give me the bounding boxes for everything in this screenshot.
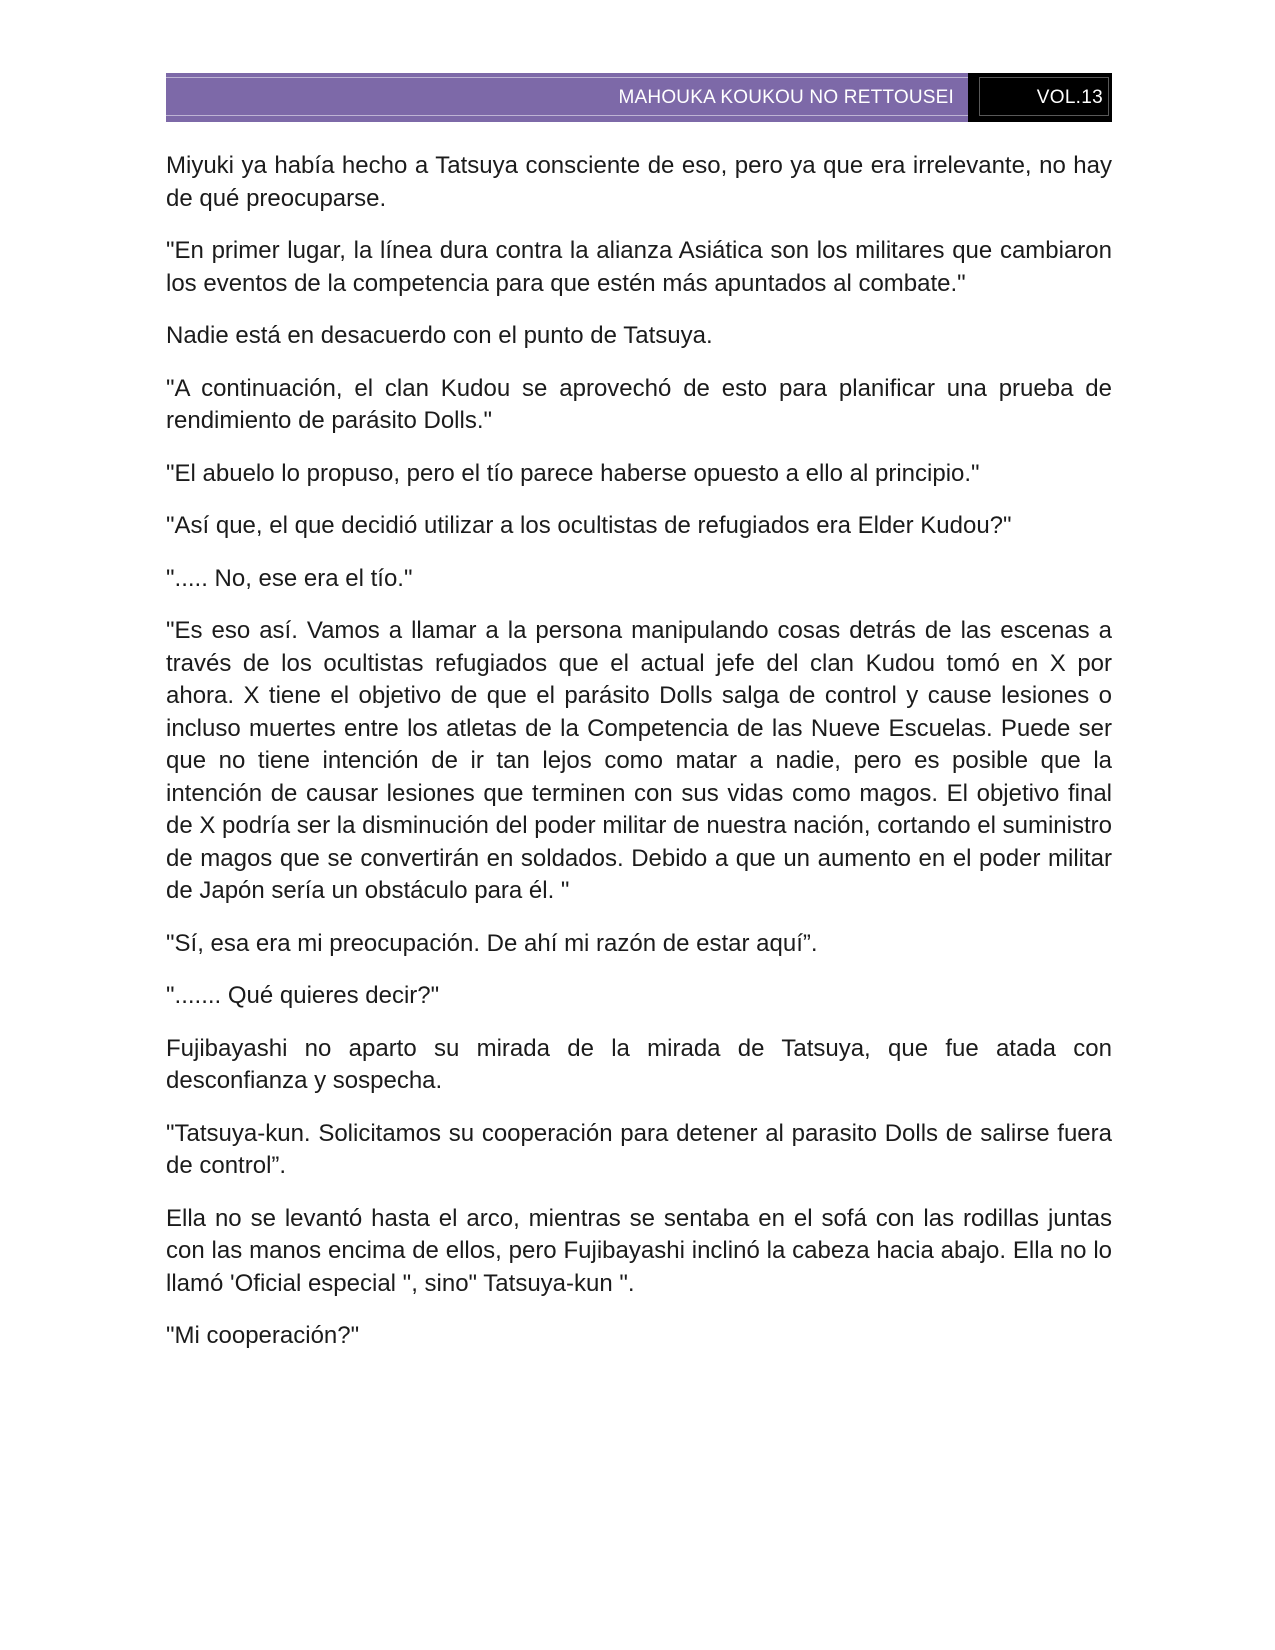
chapter-header-bar — [166, 73, 1112, 122]
document-body — [166, 122, 1112, 1353]
paragraph: Fujibayashi no aparto su mirada de la mirada de Tatsuya, que fue atada con desconfianza y sospecha. — [166, 1034, 1112, 1094]
paragraph: "Es eso así. Vamos a llamar a la persona manipulando cosas detrás de las escenas a través de los ocultistas refugiados que el actual jefe del clan Kudou tomó en X por ahora. X tiene el objetivo de que el parásito Dolls salga de control y cause lesiones o incluso muertes entre los atletas de la Competencia de las Nueve Escuelas. Puede ser que no tiene intención de ir tan lejos como matar a nadie, pero es posible que la intención de causar lesiones que terminen con sus vidas como magos. El objetivo final de X podría ser la disminución del poder militar de nuestra nación, cortando el suministro de magos que se convertirán en soldados. Debido a que un aumento en el poder militar de Japón sería un obstáculo para él. " — [166, 617, 1112, 904]
paragraph: Nadie está en desacuerdo con el punto de Tatsuya. — [166, 322, 713, 349]
paragraph: Ella no se levantó hasta el arco, mientras se sentaba en el sofá con las rodillas juntas con las manos encima de ellos, pero Fujibayashi inclinó la cabeza hacia abajo. Ella no lo llamó 'Oficial especial ", sino" Tatsuya-kun ". — [166, 1204, 1112, 1297]
paragraph: "A continuación, el clan Kudou se aprovechó de esto para planificar una prueba de rendimiento de parásito Dolls." — [166, 374, 1112, 434]
paragraph: "En primer lugar, la línea dura contra la alianza Asiática son los militares que cambiaron los eventos de la competencia para que estén más apuntados al combate." — [166, 237, 1112, 297]
paragraph: "Sí, esa era mi preocupación. De ahí mi razón de estar aquí”. — [166, 929, 818, 957]
paragraph: "....... Qué quieres decir?" — [166, 982, 440, 1009]
paragraph: "Así que, el que decidió utilizar a los ocultistas de refugiados era Elder Kudou?" — [166, 512, 1012, 539]
paragraph: "Tatsuya-kun. Solicitamos su cooperación para detener al parasito Dolls de salirse fuera de control”. — [166, 1119, 1112, 1179]
series-title: MAHOUKA KOUKOU NO RETTOUSEI — [618, 86, 954, 108]
volume-number: VOL.13 — [1036, 86, 1103, 108]
paragraph: "Mi cooperación?" — [166, 1322, 360, 1349]
paragraph: "El abuelo lo propuso, pero el tío parece haberse opuesto a ello al principio." — [166, 459, 980, 487]
volume-badge — [968, 73, 1112, 122]
paragraph: "..... No, ese era el tío." — [166, 564, 413, 592]
paragraph: Miyuki ya había hecho a Tatsuya consciente de eso, pero ya que era irrelevante, no hay de qué preocuparse. — [166, 152, 1112, 212]
